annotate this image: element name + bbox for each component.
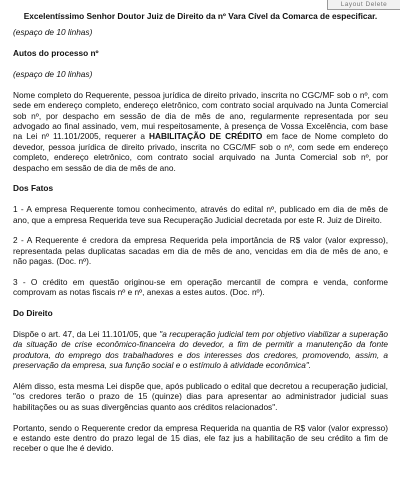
law-lead-text: Dispõe o art. 47, da Lei 11.101/05, que	[13, 329, 160, 340]
fact-item: 3 - O crédito em questão originou-se em operação mercantil de compra e venda, conforme comprovam as notas fiscais nº e nº, anexas a estes autos. (Doc. nº).	[13, 277, 388, 298]
request-highlight: HABILITAÇÃO DE CRÉDITO	[148, 131, 263, 142]
law-paragraph: Portanto, sendo o Requerente credor da empresa Requerida na quantia de R$ valor (valor expresso) e estando este dentro do prazo legal de 15 dias, ele faz jus a habilitação de seu crédito a fim de receber o que lhe é devido.	[13, 422, 388, 454]
fact-item: 2 - A Requerente é credora da empresa Requerida pela importância de R$ valor (valor expresso), representada pelas duplicatas sacadas em dia de mês de ano, vencidas em dia de mês de ano, e não pagas. (Doc. nº).	[13, 235, 388, 267]
intro-text: em face de Nome completo do devedor, pessoa jurídica de direito privado, inscrita no CGC/MF sob o nº, com sede em endereço completo, endereço eletrônico, com contrato social arquivado na Junta Comercial sob nº, por despacho em sessão de dia de mês de ano.	[13, 131, 388, 173]
section-heading-law: Do Direito	[13, 308, 53, 319]
intro-text: Nome completo do Requerente, pessoa jurídica de direito privado, inscrita no CGC/MF sob o nº, com sede em endereço completo, endereço eletrônico, com contrato social arquivado na Junta Comercial sob nº, por despacho em sessão de dia de mês de ano, regularmente representada por seu advogado ao final assinado, vem, mui respeitosamente, à presença de Vossa Excelência, com base na Lei nº 11.101/2005, requerer a	[13, 89, 388, 142]
law-paragraph	[13, 329, 388, 371]
petition-document	[13, 11, 388, 454]
intro-paragraph	[13, 90, 388, 173]
section-heading-facts: Dos Fatos	[13, 183, 54, 194]
law-paragraph: Além disso, esta mesma Lei dispõe que, após publicado o edital que decretou a recuperação judicial, "os credores terão o prazo de 15 (quinze) dias para apresentar ao administrador judicial suas habilitações ou as suas divergências quanto aos créditos relacionados".	[13, 381, 388, 412]
case-number-line: Autos do processo nº	[13, 48, 99, 59]
spacing-note: (espaço de 10 linhas)	[13, 69, 93, 79]
law-quote: "a recuperação judicial tem por objetivo viabilizar a superação da situação de crise econômico-financeira do devedor, a fim de permitir a manutenção da fonte produtora, do emprego dos trabalhadores e dos interesses dos credores, promovendo, assim, a preservação da empresa, sua função social e o estímulo à atividade econômica".	[13, 329, 388, 371]
spacing-note: (espaço de 10 linhas)	[13, 27, 93, 38]
fact-item: 1 - A empresa Requerente tomou conhecimento, através do edital nº, publicado em dia de mês de ano, que a empresa Requerida teve sua Recuperação Judicial decretada por este R. Juiz de Direito.	[13, 204, 388, 225]
layout-delete-control[interactable]: Layout Delete	[327, 0, 400, 10]
document-header: Excelentíssimo Senhor Doutor Juiz de Direito da nº Vara Cível da Comarca de especificar.	[23, 11, 378, 21]
